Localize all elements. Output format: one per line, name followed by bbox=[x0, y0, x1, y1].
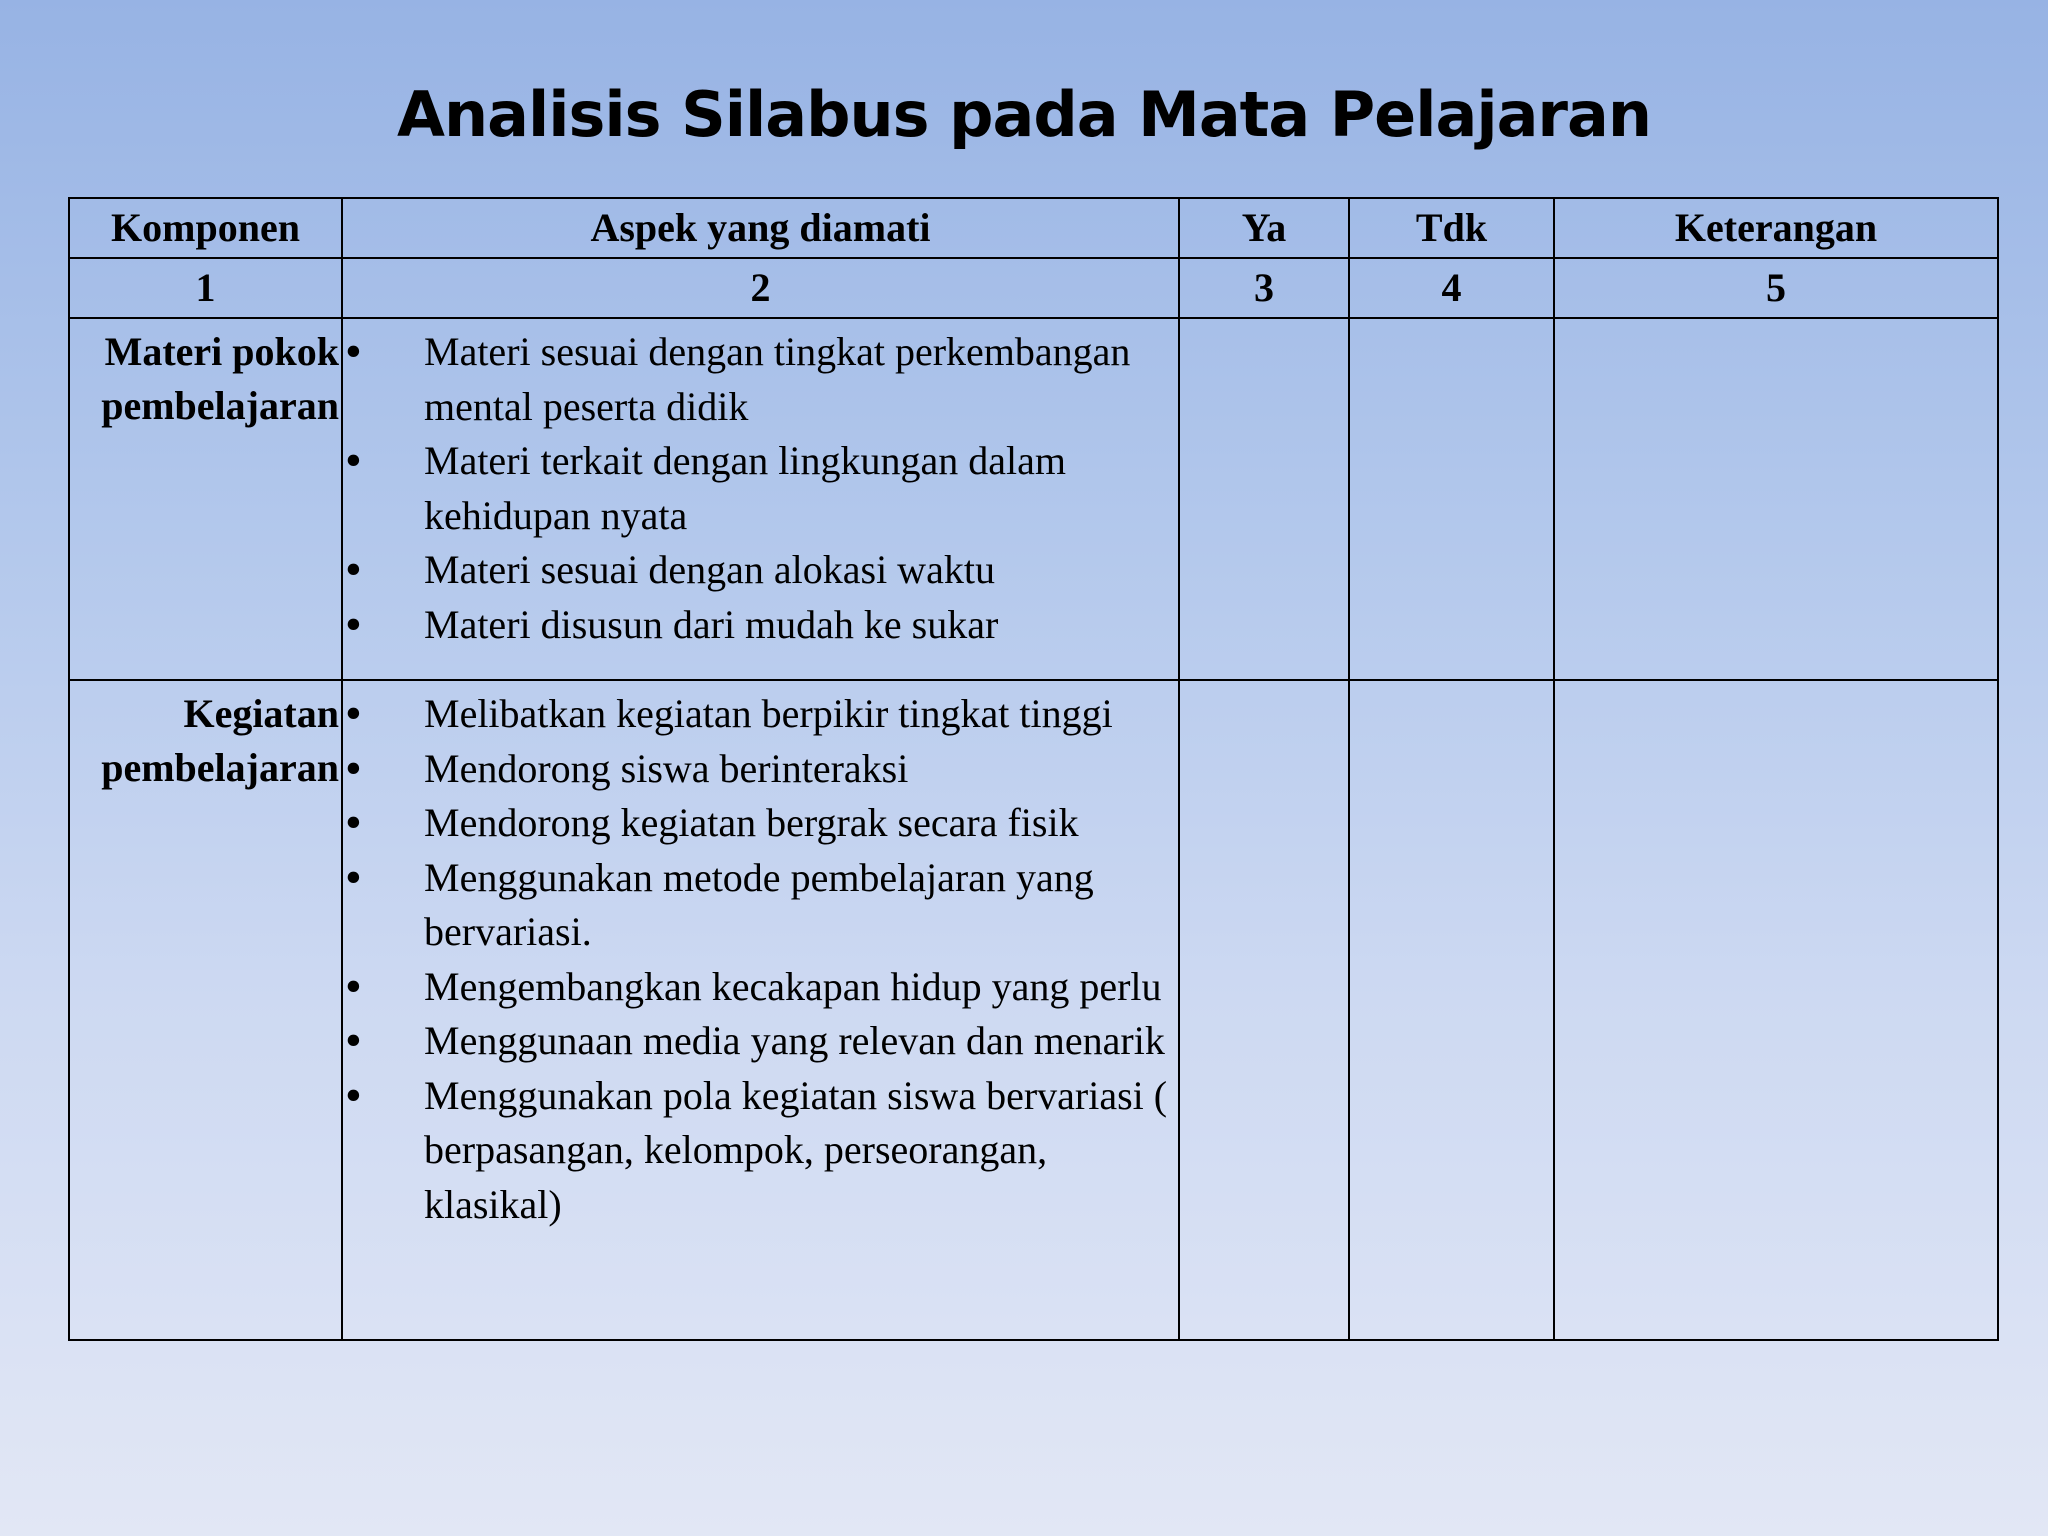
aspect-item: • Menggunakan metode pembelajaran yang bervariasi. bbox=[343, 851, 1178, 960]
aspect-item: • Menggunakan pola kegiatan siswa bervariasi ( berpasangan, kelompok, perseorangan, klasikal) bbox=[343, 1069, 1178, 1233]
table-row-kegiatan-pembelajaran bbox=[69, 680, 1998, 1340]
component-label-line: Kegiatan bbox=[183, 691, 339, 736]
header-tdk: Tdk bbox=[1349, 198, 1554, 258]
header-komponen: Komponen bbox=[69, 198, 342, 258]
ya-cell bbox=[1179, 680, 1349, 1340]
aspect-item: • Mengembangkan kecakapan hidup yang perlu bbox=[343, 960, 1178, 1015]
column-number: 3 bbox=[1179, 258, 1349, 318]
header-row bbox=[69, 198, 1998, 258]
aspect-item: • Melibatkan kegiatan berpikir tingkat tinggi bbox=[343, 687, 1178, 742]
syllabus-analysis-table bbox=[68, 197, 1999, 1341]
component-label-line: pembelajaran bbox=[101, 745, 339, 790]
column-number: 5 bbox=[1554, 258, 1998, 318]
aspect-cell bbox=[342, 318, 1179, 680]
tdk-cell bbox=[1349, 680, 1554, 1340]
component-cell bbox=[69, 680, 342, 1340]
header-aspek: Aspek yang diamati bbox=[342, 198, 1179, 258]
header-keterangan: Keterangan bbox=[1554, 198, 1998, 258]
aspect-item: • Mendorong siswa berinteraksi bbox=[343, 742, 1178, 797]
ya-cell bbox=[1179, 318, 1349, 680]
aspect-item: • Materi disusun dari mudah ke sukar bbox=[343, 598, 1178, 653]
component-label-line: pembelajaran bbox=[101, 383, 339, 428]
column-number: 2 bbox=[342, 258, 1179, 318]
keterangan-cell bbox=[1554, 318, 1998, 680]
component-label-line: Materi pokok bbox=[104, 329, 339, 374]
aspect-list bbox=[343, 319, 1178, 652]
aspect-cell bbox=[342, 680, 1179, 1340]
header-ya: Ya bbox=[1179, 198, 1349, 258]
aspect-item: • Materi terkait dengan lingkungan dalam kehidupan nyata bbox=[343, 434, 1178, 543]
component-cell bbox=[69, 318, 342, 680]
table-row-materi-pokok bbox=[69, 318, 1998, 680]
aspect-list bbox=[343, 681, 1178, 1232]
column-number: 1 bbox=[69, 258, 342, 318]
aspect-item: • Mendorong kegiatan bergrak secara fisik bbox=[343, 796, 1178, 851]
aspect-item: • Materi sesuai dengan alokasi waktu bbox=[343, 543, 1178, 598]
column-number-row bbox=[69, 258, 1998, 318]
column-number: 4 bbox=[1349, 258, 1554, 318]
aspect-item: • Menggunaan media yang relevan dan menarik bbox=[343, 1014, 1178, 1069]
slide-title: Analisis Silabus pada Mata Pelajaran bbox=[397, 78, 1651, 151]
tdk-cell bbox=[1349, 318, 1554, 680]
keterangan-cell bbox=[1554, 680, 1998, 1340]
aspect-item: • Materi sesuai dengan tingkat perkembangan mental peserta didik bbox=[343, 325, 1178, 434]
